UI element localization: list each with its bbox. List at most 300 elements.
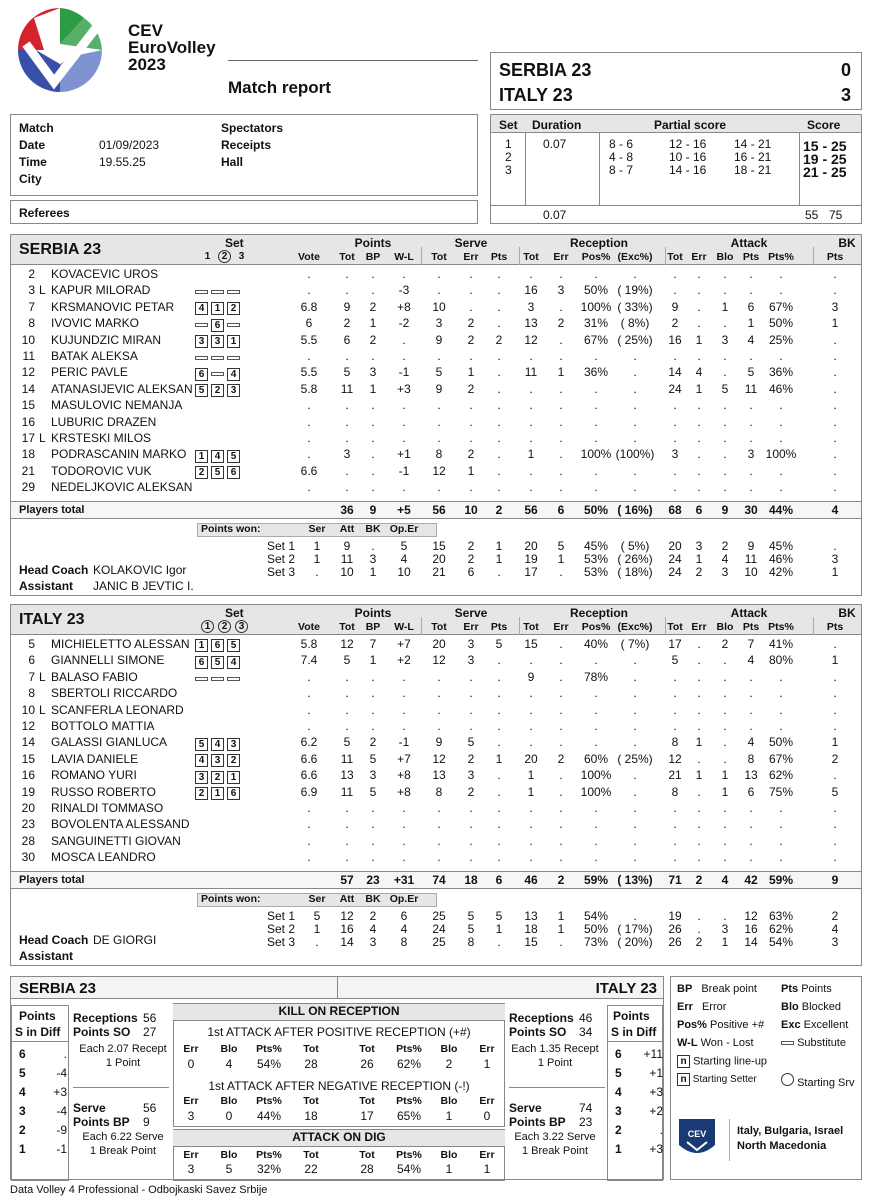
stat-cell: 1 bbox=[831, 653, 839, 668]
stat-cell: . bbox=[833, 381, 837, 396]
stat-cell: . bbox=[594, 398, 598, 413]
total-cell: ( 16%) bbox=[617, 502, 653, 517]
home-diff: Diff bbox=[40, 1025, 61, 1039]
kill-val: 3 bbox=[187, 1162, 195, 1176]
stat-cell: 2 bbox=[831, 751, 839, 766]
player-number: 7 bbox=[28, 669, 35, 684]
set-stat: 13 bbox=[524, 908, 538, 923]
stat-cell: . bbox=[673, 719, 677, 733]
stat-cell: . bbox=[697, 480, 701, 495]
stat-cell: 3 bbox=[527, 299, 535, 314]
stat-cell: . bbox=[345, 414, 349, 429]
set-stat: 2 bbox=[369, 908, 377, 923]
hdr-err: Err bbox=[463, 621, 479, 633]
hdr-vote: Vote bbox=[298, 621, 320, 633]
set-stat: 26 bbox=[668, 934, 682, 949]
set-stat: ( 20%) bbox=[617, 934, 653, 949]
stat-cell: 1 bbox=[369, 653, 377, 668]
set-stat: 2 bbox=[831, 908, 839, 923]
player-number: 8 bbox=[28, 686, 35, 701]
stat-cell: 4 bbox=[747, 735, 755, 750]
stat-cell: . bbox=[697, 653, 701, 668]
stat-cell: . bbox=[779, 669, 783, 684]
stat-cell: . bbox=[307, 267, 311, 281]
rotation-box: 5 bbox=[195, 738, 208, 751]
stat-cell: . bbox=[697, 702, 701, 717]
kill-hdr: Tot bbox=[359, 1095, 375, 1107]
stat-cell: ( 7%) bbox=[620, 637, 650, 651]
stat-cell: . bbox=[307, 669, 311, 684]
legend-wl: W-L bbox=[677, 1037, 698, 1049]
stat-cell: . bbox=[673, 817, 677, 832]
stat-cell: . bbox=[371, 398, 375, 413]
kill-hdr: Pts% bbox=[396, 1095, 422, 1107]
stat-cell: . bbox=[437, 431, 441, 445]
stat-cell: . bbox=[402, 686, 406, 701]
total-cell: 36 bbox=[340, 502, 354, 517]
player-row bbox=[11, 670, 861, 686]
stat-cell: 60% bbox=[583, 751, 609, 766]
hdr-bk: BK bbox=[838, 236, 856, 250]
time-value: 19.55.25 bbox=[99, 155, 146, 169]
stat-cell: . bbox=[469, 398, 473, 413]
stat-cell: . bbox=[559, 398, 563, 413]
stat-cell: . bbox=[697, 431, 701, 445]
stat-cell: . bbox=[402, 833, 406, 848]
stat-cell: . bbox=[559, 801, 563, 815]
partial-2: 12 - 16 bbox=[669, 137, 707, 151]
set-stat: . bbox=[497, 564, 501, 579]
kill-hdr: Err bbox=[183, 1149, 199, 1161]
stat-cell: . bbox=[469, 817, 473, 832]
stat-cell: . bbox=[437, 850, 441, 865]
stat-cell: . bbox=[497, 669, 501, 684]
stat-cell: . bbox=[749, 817, 753, 832]
hdr-serve: Serve bbox=[454, 236, 488, 250]
hdr-tot: Tot bbox=[667, 621, 683, 633]
player-name: MOSCA LEANDRO bbox=[51, 850, 156, 865]
total-cell: 44% bbox=[768, 502, 794, 517]
player-row bbox=[11, 415, 861, 431]
rotation-diff: -1 bbox=[56, 1142, 67, 1156]
stat-cell: . bbox=[559, 447, 563, 462]
total-cell: 71 bbox=[668, 872, 682, 887]
set-stat: 10 bbox=[397, 564, 411, 579]
stat-cell: . bbox=[779, 702, 783, 717]
stat-cell: 6 bbox=[747, 784, 755, 799]
match-label: Match bbox=[19, 121, 54, 135]
stat-cell: . bbox=[402, 702, 406, 717]
stat-cell: . bbox=[559, 735, 563, 750]
summary-home: SERBIA 23 bbox=[19, 980, 96, 997]
hdr-attack: Attack bbox=[730, 236, 768, 250]
kill-hdr: Blo bbox=[440, 1095, 458, 1107]
rotation-box: 2 bbox=[195, 787, 208, 800]
away-so: 34 bbox=[579, 1025, 593, 1039]
stat-cell: . bbox=[497, 480, 501, 495]
stat-cell: 5.5 bbox=[300, 365, 318, 380]
legend-countries-2: North Macedonia bbox=[737, 1140, 827, 1152]
stat-cell: . bbox=[594, 833, 598, 848]
stat-cell: . bbox=[779, 267, 783, 281]
stat-cell: . bbox=[559, 463, 563, 478]
stat-cell: 9 bbox=[435, 332, 443, 347]
stat-cell: . bbox=[559, 817, 563, 832]
legend-sub-text: Substitute bbox=[797, 1037, 846, 1049]
player-row bbox=[11, 431, 861, 447]
hall-label: Hall bbox=[221, 155, 244, 169]
stat-cell: 1 bbox=[527, 784, 535, 799]
libero-mark: L bbox=[39, 283, 46, 298]
set-num-hdr: 3 bbox=[235, 620, 248, 633]
stat-cell: . bbox=[779, 833, 783, 848]
stat-cell: . bbox=[723, 669, 727, 684]
partial-3: 16 - 21 bbox=[734, 150, 772, 164]
stat-cell: . bbox=[594, 735, 598, 750]
set-stat: 4 bbox=[721, 551, 729, 566]
stat-cell: 3 bbox=[343, 447, 351, 462]
stat-cell: . bbox=[497, 850, 501, 865]
serbia-stats bbox=[10, 234, 862, 596]
set-stat: . bbox=[315, 564, 319, 579]
starting-server-icon bbox=[781, 1073, 794, 1086]
set-stat: 10 bbox=[744, 564, 758, 579]
stat-cell: . bbox=[497, 349, 501, 363]
stat-cell: . bbox=[559, 480, 563, 495]
referees-box bbox=[10, 200, 478, 224]
stat-cell: 2 bbox=[671, 316, 679, 331]
stat-cell: . bbox=[697, 833, 701, 848]
stat-cell: . bbox=[371, 431, 375, 445]
stat-cell: 2 bbox=[557, 751, 565, 766]
stat-cell: 1 bbox=[369, 381, 377, 396]
substitute-icon bbox=[211, 290, 224, 294]
stat-cell: 2 bbox=[467, 751, 475, 766]
kill-val: 28 bbox=[304, 1057, 318, 1071]
stat-cell: 17 bbox=[668, 637, 682, 651]
stat-cell: 50% bbox=[768, 316, 794, 331]
rotation-number: 4 bbox=[19, 1085, 26, 1099]
stat-cell: . bbox=[633, 398, 637, 413]
player-number: 16 bbox=[21, 768, 35, 783]
total-cell: 9 bbox=[369, 502, 377, 517]
stat-cell: . bbox=[437, 817, 441, 832]
pw-header: BK bbox=[365, 522, 381, 535]
set-stat: 1 bbox=[495, 551, 503, 566]
player-name: RINALDI TOMMASO bbox=[51, 801, 164, 815]
stat-cell: . bbox=[749, 349, 753, 363]
legend-bp-text: Break point bbox=[701, 983, 757, 995]
stat-cell: . bbox=[673, 398, 677, 413]
assistant-label: Assistant bbox=[19, 948, 74, 963]
hdr-score: Score bbox=[807, 118, 841, 132]
stat-cell: . bbox=[529, 719, 533, 733]
stat-cell: . bbox=[559, 833, 563, 848]
stat-cell: 6.6 bbox=[300, 751, 318, 766]
kill-hdr: Pts% bbox=[256, 1043, 282, 1055]
stat-cell: 9 bbox=[435, 381, 443, 396]
legend-countries-1: Italy, Bulgaria, Israel bbox=[737, 1125, 844, 1137]
player-number: 17 bbox=[21, 431, 35, 445]
set-stat: . bbox=[697, 908, 701, 923]
away-each-serve: Each 3.22 Serve bbox=[514, 1131, 596, 1143]
player-name: KOVACEVIC UROS bbox=[51, 267, 159, 281]
kill-val: 2 bbox=[445, 1057, 453, 1071]
stat-cell: . bbox=[371, 669, 375, 684]
stat-cell: . bbox=[594, 850, 598, 865]
stat-cell: 9 bbox=[671, 299, 679, 314]
total-cell: 6 bbox=[495, 872, 503, 887]
rotation-number: 2 bbox=[19, 1123, 26, 1137]
player-row bbox=[11, 300, 861, 316]
total-cell: 46 bbox=[524, 872, 538, 887]
hdr-tot: Tot bbox=[523, 621, 539, 633]
set-stat: 18 bbox=[524, 921, 538, 936]
home-score: 0 bbox=[840, 60, 851, 80]
stat-cell: . bbox=[697, 267, 701, 281]
stat-cell: . bbox=[594, 702, 598, 717]
set-stat: 9 bbox=[343, 538, 351, 553]
stat-cell: . bbox=[469, 833, 473, 848]
set-num-hdr: 2 bbox=[218, 620, 231, 633]
set-stat: 6 bbox=[467, 564, 475, 579]
stat-cell: . bbox=[469, 480, 473, 495]
stat-cell: 15 bbox=[524, 637, 538, 651]
libero-mark: L bbox=[39, 702, 46, 717]
stat-cell: 8 bbox=[435, 784, 443, 799]
player-name: GALASSI GIANLUCA bbox=[51, 735, 168, 750]
pw-header: Op.Er bbox=[389, 522, 419, 535]
pos-title: 1st ATTACK AFTER POSITIVE RECEPTION (+#) bbox=[207, 1025, 471, 1039]
stat-cell: . bbox=[833, 686, 837, 701]
date-value: 01/09/2023 bbox=[99, 138, 160, 152]
stat-cell: 12 bbox=[668, 751, 682, 766]
stat-cell: 5.8 bbox=[300, 637, 318, 651]
stat-cell: 1 bbox=[695, 332, 703, 347]
stat-cell: . bbox=[723, 653, 727, 668]
set-stat: 62% bbox=[768, 921, 794, 936]
player-row bbox=[11, 719, 861, 735]
stat-cell: . bbox=[559, 686, 563, 701]
stat-cell: 2 bbox=[467, 332, 475, 347]
stat-cell: 1 bbox=[495, 751, 503, 766]
stat-cell: . bbox=[529, 801, 533, 815]
rotation-diff: . bbox=[659, 1123, 663, 1137]
stat-cell: . bbox=[371, 850, 375, 865]
hdr-tot: Tot bbox=[339, 621, 355, 633]
stat-cell: 6 bbox=[305, 316, 313, 331]
receipts-label: Receipts bbox=[221, 138, 272, 152]
set-stat: 10 bbox=[340, 564, 354, 579]
player-number: 14 bbox=[21, 735, 35, 750]
substitute-icon bbox=[227, 677, 240, 681]
stat-cell: . bbox=[749, 283, 753, 298]
stat-cell: -1 bbox=[398, 365, 410, 380]
stat-cell: . bbox=[723, 267, 727, 281]
stat-cell: . bbox=[779, 283, 783, 298]
rotation-box: 3 bbox=[211, 754, 224, 767]
stat-cell: . bbox=[497, 833, 501, 848]
set-stat: 25 bbox=[432, 908, 446, 923]
legend-wl-text: Won - Lost bbox=[700, 1037, 754, 1049]
stat-cell: 80% bbox=[768, 653, 794, 668]
player-number: 14 bbox=[21, 381, 35, 396]
stat-cell: . bbox=[779, 850, 783, 865]
set-stat: 50% bbox=[583, 921, 609, 936]
stat-cell: . bbox=[559, 719, 563, 733]
rotation-diff: +3 bbox=[649, 1142, 663, 1156]
stat-cell: . bbox=[371, 801, 375, 815]
rotation-diff: -9 bbox=[56, 1123, 67, 1137]
hdr-ptsp: Pts% bbox=[768, 621, 794, 633]
stat-cell: 3 bbox=[467, 653, 475, 668]
rotation-box: 6 bbox=[195, 656, 208, 669]
total-cell: 2 bbox=[495, 502, 503, 517]
pw-header: Att bbox=[339, 522, 355, 535]
rotation-box: 1 bbox=[227, 771, 240, 784]
stat-cell: . bbox=[833, 414, 837, 429]
stat-cell: . bbox=[723, 398, 727, 413]
stat-cell: . bbox=[594, 349, 598, 363]
stat-cell: 5.5 bbox=[300, 332, 318, 347]
stat-cell: . bbox=[529, 431, 533, 445]
stat-cell: . bbox=[469, 431, 473, 445]
substitute-icon bbox=[211, 356, 224, 360]
stat-cell: 20 bbox=[432, 637, 446, 651]
set-stat: 19 bbox=[524, 551, 538, 566]
total-cell: 6 bbox=[557, 502, 565, 517]
set-stat: 24 bbox=[668, 564, 682, 579]
stat-cell: . bbox=[673, 414, 677, 429]
set-stat: 1 bbox=[557, 551, 565, 566]
set-stat: . bbox=[371, 538, 375, 553]
player-name: MICHIELETTO ALESSAN bbox=[51, 637, 190, 651]
stat-cell: . bbox=[633, 801, 637, 815]
player-name: BOVOLENTA ALESSAND bbox=[51, 817, 190, 832]
rotation-diff: +3 bbox=[53, 1085, 67, 1099]
stat-cell: . bbox=[559, 267, 563, 281]
stat-cell: . bbox=[833, 817, 837, 832]
rotation-diff: +3 bbox=[649, 1085, 663, 1099]
home-so-label: Points SO bbox=[73, 1025, 131, 1039]
stat-cell: . bbox=[469, 850, 473, 865]
rotation-box: 6 bbox=[227, 466, 240, 479]
stat-cell: 11 bbox=[340, 784, 354, 799]
set-stat: . bbox=[559, 564, 563, 579]
stat-cell: 1 bbox=[557, 365, 565, 380]
stat-cell: . bbox=[633, 653, 637, 668]
hdr-wl: W-L bbox=[394, 251, 414, 263]
player-number: 20 bbox=[21, 801, 35, 815]
set-stat: 2 bbox=[695, 564, 703, 579]
stat-cell: . bbox=[497, 414, 501, 429]
partial-1: 4 - 8 bbox=[609, 150, 634, 164]
stat-cell: . bbox=[371, 480, 375, 495]
stat-cell: . bbox=[723, 316, 727, 331]
stat-cell: . bbox=[469, 349, 473, 363]
points-won-label: Points won: bbox=[201, 892, 261, 905]
stat-cell: . bbox=[529, 480, 533, 495]
stat-cell: . bbox=[307, 801, 311, 815]
kill-hdr: Blo bbox=[220, 1043, 238, 1055]
kill-val: 5 bbox=[225, 1162, 233, 1176]
stat-cell: 5 bbox=[369, 751, 377, 766]
stat-cell: . bbox=[469, 669, 473, 684]
hdr-serve: Serve bbox=[454, 606, 488, 620]
stat-cell: . bbox=[345, 719, 349, 733]
set-stat: 6 bbox=[400, 908, 408, 923]
player-row bbox=[11, 752, 861, 768]
libero-mark: L bbox=[39, 431, 46, 445]
substitute-icon bbox=[195, 290, 208, 294]
stat-cell: . bbox=[559, 653, 563, 668]
stat-cell: . bbox=[469, 801, 473, 815]
home-one-point: 1 Point bbox=[105, 1057, 141, 1069]
rotation-box: 3 bbox=[227, 738, 240, 751]
stat-cell: . bbox=[529, 653, 533, 668]
stat-cell: . bbox=[633, 349, 637, 363]
stat-cell: . bbox=[723, 686, 727, 701]
stat-cell: 5 bbox=[343, 653, 351, 668]
total-cell: 42 bbox=[744, 872, 758, 887]
rotation-box: 2 bbox=[227, 754, 240, 767]
player-name: ROMANO YURI bbox=[51, 768, 137, 783]
stat-cell: . bbox=[402, 817, 406, 832]
kill-hdr: Blo bbox=[440, 1043, 458, 1055]
stat-cell: 9 bbox=[527, 669, 535, 684]
substitute-icon bbox=[195, 356, 208, 360]
stat-cell: . bbox=[307, 480, 311, 495]
kill-hdr: Pts% bbox=[396, 1149, 422, 1161]
stat-cell: 5 bbox=[671, 653, 679, 668]
stat-cell: 2 bbox=[557, 316, 565, 331]
stat-cell: . bbox=[833, 669, 837, 684]
stat-cell: . bbox=[402, 431, 406, 445]
stat-cell: . bbox=[779, 719, 783, 733]
hdr-pts: Pts bbox=[742, 251, 760, 263]
kill-val: 1 bbox=[483, 1057, 491, 1071]
stat-cell: . bbox=[371, 414, 375, 429]
dig-title: ATTACK ON DIG bbox=[173, 1130, 505, 1147]
brand-cev: CEV bbox=[128, 21, 163, 40]
stat-cell: . bbox=[529, 463, 533, 478]
total-cell: 4 bbox=[831, 502, 839, 517]
stat-cell: 3 bbox=[467, 768, 475, 783]
stat-cell: 9 bbox=[435, 735, 443, 750]
stat-cell: . bbox=[833, 801, 837, 815]
player-number: 15 bbox=[21, 751, 35, 766]
players-total-label: Players total bbox=[19, 873, 85, 886]
stat-cell: . bbox=[633, 735, 637, 750]
stat-cell: . bbox=[697, 316, 701, 331]
coach-label: Head Coach bbox=[19, 562, 89, 577]
player-name: KRSTESKI MILOS bbox=[51, 431, 152, 445]
rotation-box: 4 bbox=[195, 302, 208, 315]
stat-cell: . bbox=[497, 299, 501, 314]
set-label: Set 1 bbox=[266, 538, 295, 553]
stat-cell: 5 bbox=[721, 381, 729, 396]
player-name: LUBURIC DRAZEN bbox=[51, 414, 157, 429]
stat-cell: 3 bbox=[671, 447, 679, 462]
away-rec: 46 bbox=[579, 1011, 593, 1025]
kill-hdr: Err bbox=[479, 1149, 495, 1161]
stat-cell: . bbox=[345, 801, 349, 815]
stat-cell: . bbox=[345, 398, 349, 413]
stat-cell: . bbox=[529, 817, 533, 832]
set-stat: 4 bbox=[400, 921, 408, 936]
hdr-err: Err bbox=[553, 251, 569, 263]
total-cell: 59% bbox=[583, 872, 609, 887]
